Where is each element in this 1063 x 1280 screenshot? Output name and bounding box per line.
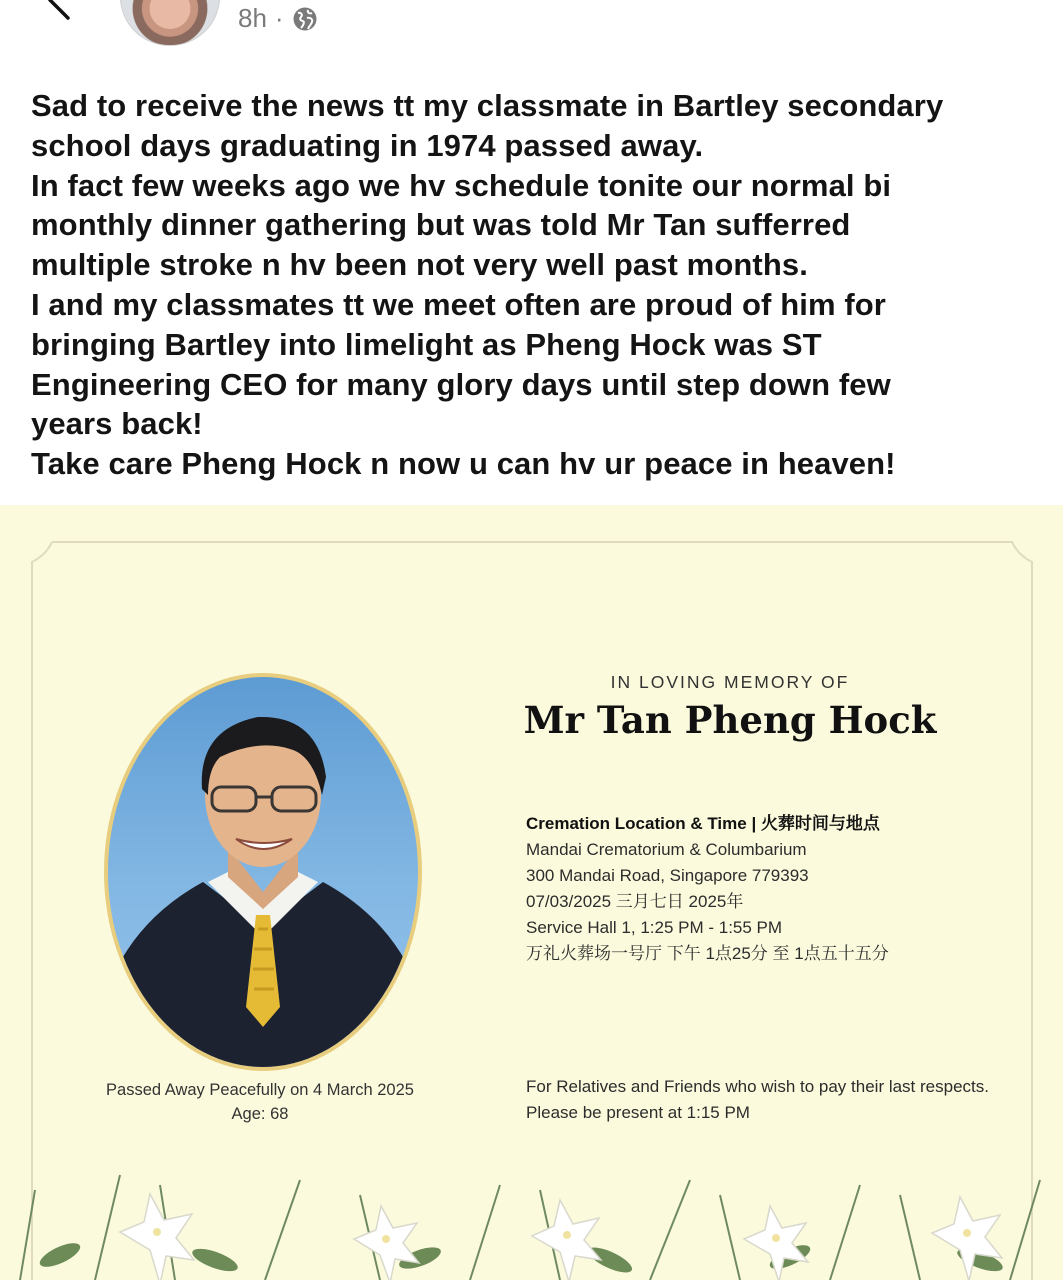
globe-icon xyxy=(292,6,318,32)
cremation-heading: Cremation Location & Time | 火葬时间与地点 xyxy=(526,814,880,833)
meta-separator: · xyxy=(274,3,284,33)
flower-border-decoration xyxy=(0,1160,1063,1280)
post-line: Take care Pheng Hock n now u can hv ur peace in heaven! xyxy=(31,446,896,482)
respects-notice xyxy=(526,1074,989,1126)
service-time: Service Hall 1, 1:25 PM - 1:55 PM xyxy=(526,918,783,937)
cremation-address: 300 Mandai Road, Singapore 779393 xyxy=(526,866,809,885)
cremation-details xyxy=(526,811,889,967)
post-line: Sad to receive the news tt my classmate in Bartley secondary xyxy=(31,88,944,123)
post-line: In fact few weeks ago we hv schedule tonite our normal bi xyxy=(31,167,892,203)
post-line: multiple stroke n hv been not very well past months. xyxy=(31,247,808,283)
notice-line-1: For Relatives and Friends who wish to pay their last respects. xyxy=(526,1077,989,1096)
post-meta xyxy=(238,3,318,34)
post-line: school days graduating in 1974 passed away. xyxy=(31,127,704,163)
service-time-cn: 万礼火葬场一号厅 下午 1点25分 至 1点五十五分 xyxy=(526,944,889,963)
deceased-name: Mr Tan Pheng Hock xyxy=(523,698,937,742)
avatar[interactable] xyxy=(120,0,220,46)
memorial-card-image[interactable] xyxy=(0,505,1063,1280)
post-time[interactable]: 8h xyxy=(238,3,267,33)
post-body xyxy=(31,86,1041,484)
age: Age: 68 xyxy=(231,1105,289,1123)
post-line: bringing Bartley into limelight as Pheng Hock was ST xyxy=(31,326,822,362)
passing-caption xyxy=(60,1078,460,1126)
post-line: Engineering CEO for many glory days until step down few xyxy=(31,366,891,402)
notice-line-2: Please be present at 1:15 PM xyxy=(526,1103,750,1122)
post-line: years back! xyxy=(31,406,203,442)
memory-title: IN LOVING MEMORY OF xyxy=(610,672,850,692)
cremation-date: 07/03/2025 三月七日 2025年 xyxy=(526,892,744,911)
post-line: I and my classmates tt we meet often are proud of him for xyxy=(31,286,886,322)
portrait-photo xyxy=(104,673,422,1071)
cremation-location: Mandai Crematorium & Columbarium xyxy=(526,840,807,859)
back-arrow-icon[interactable] xyxy=(40,0,80,26)
post-header xyxy=(0,0,1063,50)
passed-away-date: Passed Away Peacefully on 4 March 2025 xyxy=(106,1081,414,1099)
post-line: monthly dinner gathering but was told Mr Tan sufferred xyxy=(31,207,851,243)
